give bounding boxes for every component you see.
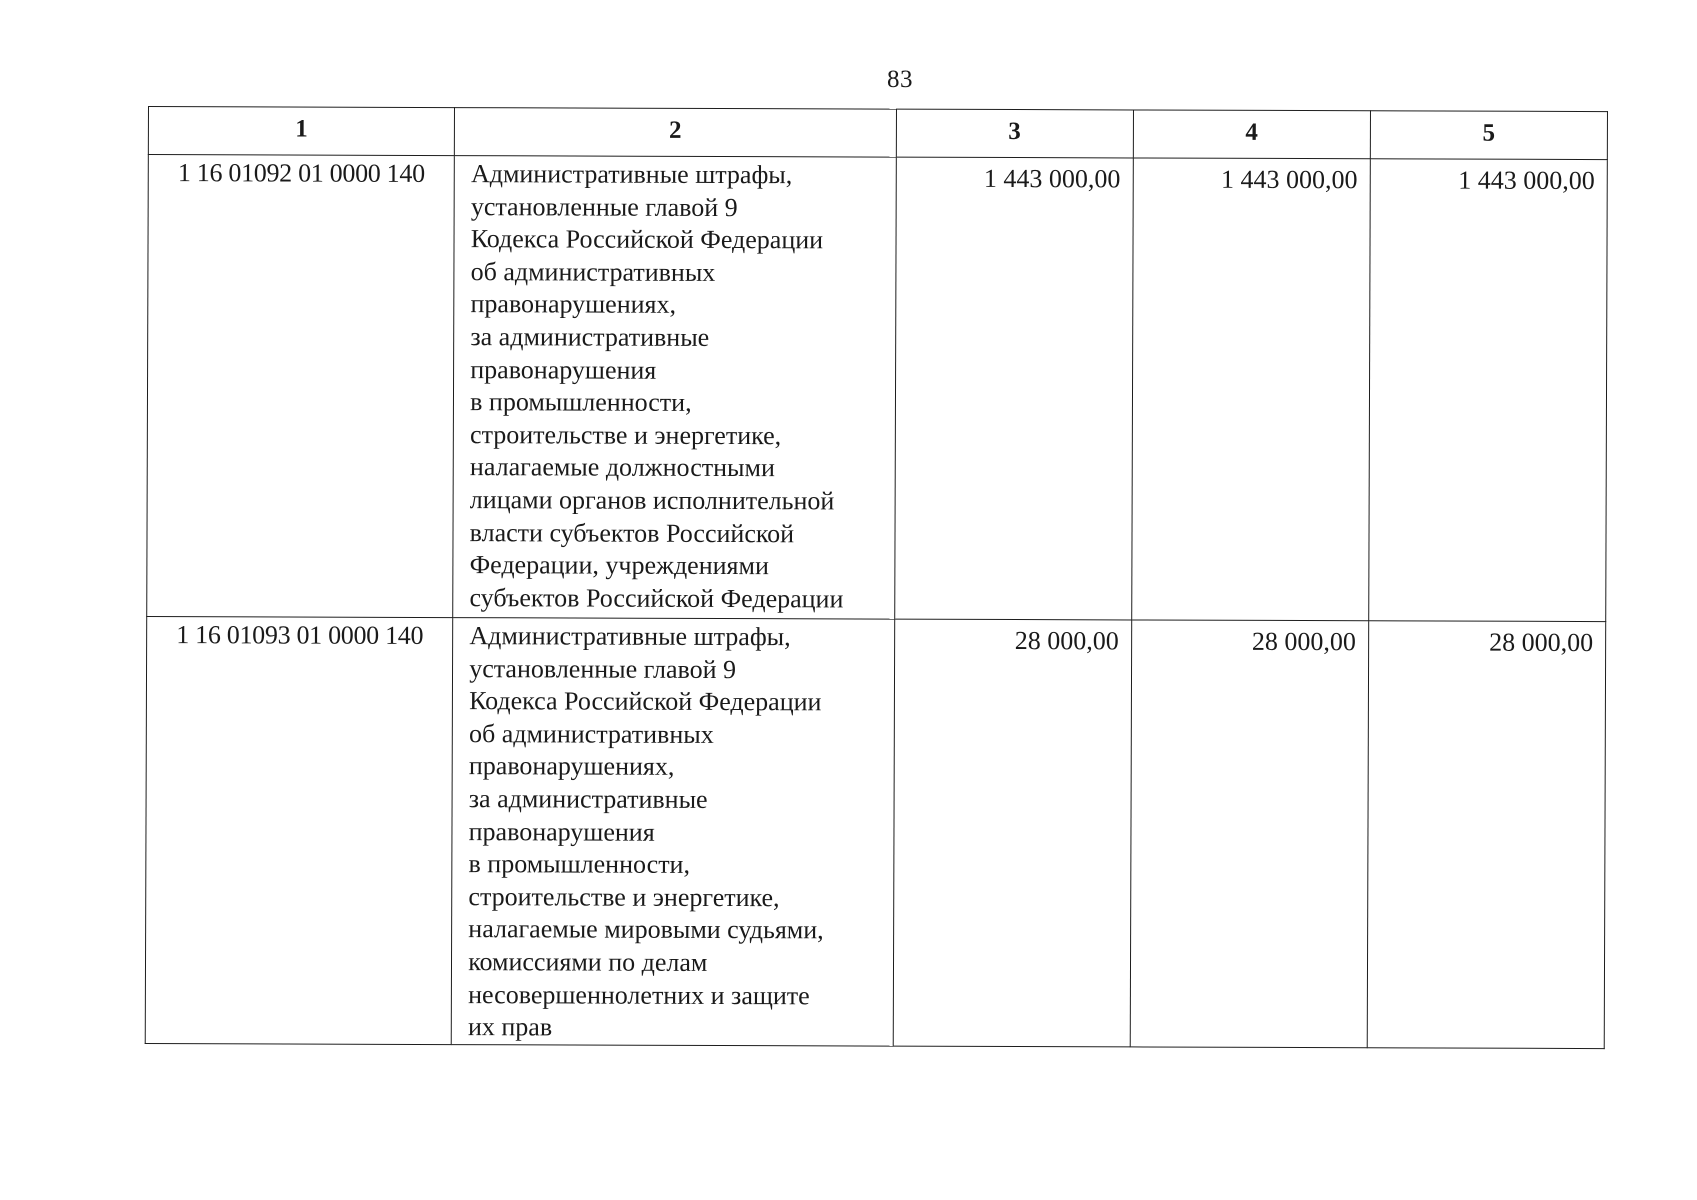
description-line: строительстве и энергетике, [470, 419, 782, 450]
description-line: Административные штрафы, [469, 621, 791, 652]
description-line: лицами органов исполнительной [469, 485, 835, 516]
table-body [145, 155, 1607, 1049]
header-col-3: 3 [896, 109, 1133, 158]
amount-col-5-cell: 28 000,00 [1367, 621, 1606, 1049]
description-line: строительстве и энергетике, [468, 881, 780, 912]
description-line: комиссиями по делам [468, 947, 708, 977]
amount-col-3-cell: 28 000,00 [893, 619, 1132, 1047]
amount-col-3-cell: 1 443 000,00 [894, 157, 1133, 620]
header-col-2: 2 [455, 108, 896, 158]
description-line: правонарушения [468, 816, 655, 847]
revenue-code-cell: 1 16 01092 01 0000 140 [147, 155, 455, 618]
description-cell [453, 156, 896, 620]
description-line: за административные [468, 784, 708, 814]
header-col-1: 1 [148, 107, 454, 156]
description-line: налагаемые мировыми судьями, [468, 914, 824, 945]
description-line: правонарушениях, [470, 289, 677, 320]
description-line: Кодекса Российской Федерации [470, 224, 824, 255]
description-line: субъектов Российской Федерации [469, 582, 844, 614]
header-row [148, 107, 1607, 160]
description-line: Федерации, учреждениями [469, 550, 769, 581]
table-header [148, 107, 1607, 160]
description-line: в промышленности, [470, 387, 692, 418]
description-line: установленные главой 9 [469, 653, 737, 684]
description-line: правонарушения [470, 354, 657, 385]
description-line: Кодекса Российской Федерации [469, 686, 822, 717]
page-number: 83 [887, 66, 913, 93]
description-line: несовершеннолетних и защите [468, 979, 810, 1010]
description-cell [451, 618, 894, 1046]
table-row [145, 616, 1605, 1048]
header-col-5: 5 [1370, 111, 1607, 160]
description-line: Административные штрафы, [470, 159, 793, 190]
description-line: об административных [470, 256, 716, 287]
header-col-4: 4 [1133, 110, 1370, 159]
description-line: власти субъектов Российской [469, 517, 795, 548]
description-line: их прав [467, 1012, 553, 1042]
amount-col-5-cell: 1 443 000,00 [1369, 159, 1608, 622]
budget-table [145, 106, 1608, 1049]
amount-col-4-cell: 28 000,00 [1130, 620, 1369, 1048]
description-line: в промышленности, [468, 849, 691, 880]
description-line: налагаемые должностными [469, 452, 775, 483]
table-row [147, 155, 1608, 622]
description-line: об административных [468, 718, 714, 749]
description-line: правонарушениях, [468, 751, 675, 782]
description-line: установленные главой 9 [470, 191, 738, 222]
revenue-code-cell: 1 16 01093 01 0000 140 [145, 616, 453, 1044]
description-line: за административные [470, 322, 710, 352]
amount-col-4-cell: 1 443 000,00 [1131, 158, 1370, 621]
